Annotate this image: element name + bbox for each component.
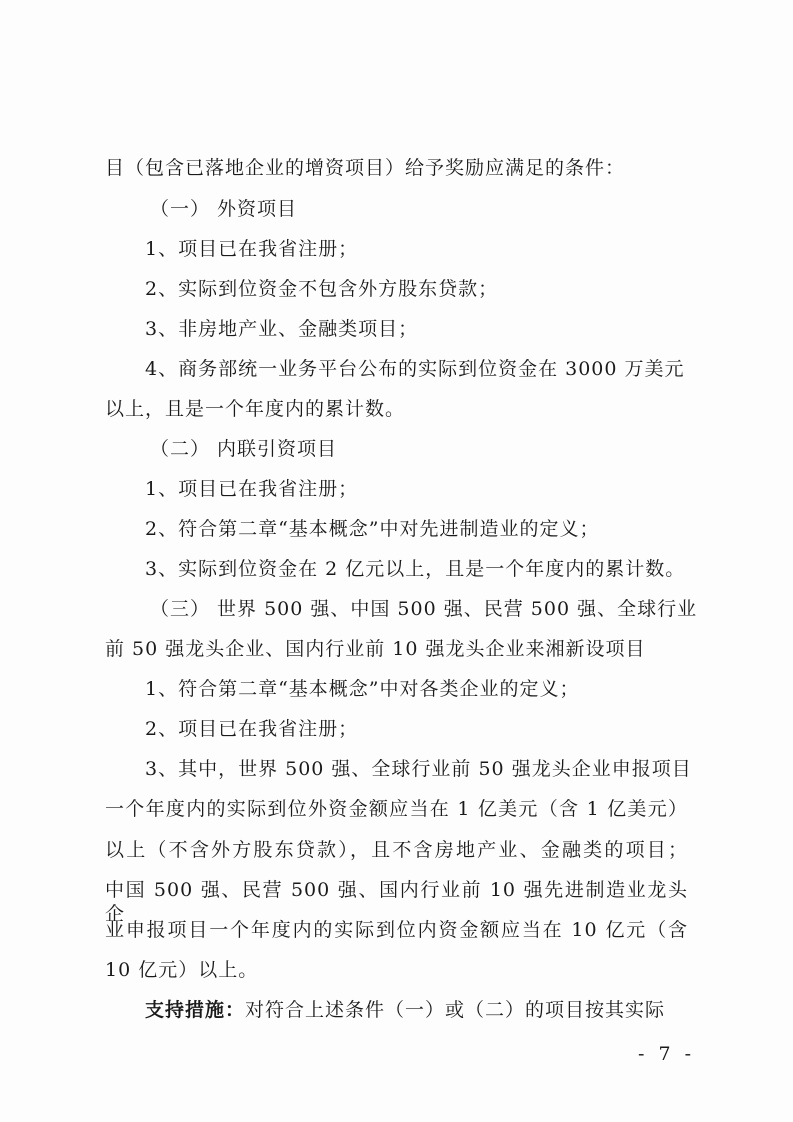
condition-item: 1、符合第二章“基本概念”中对各类企业的定义； [145, 678, 580, 700]
condition-item: 4、商务部统一业务平台公布的实际到位资金在 3000 万美元 [145, 358, 685, 380]
condition-item: 2、实际到位资金不包含外方股东贷款； [145, 278, 499, 300]
condition-item: 1、项目已在我省注册； [145, 478, 359, 500]
paragraph-line: 业申报项目一个年度内的实际到位内资金额应当在 10 亿元（含 [105, 919, 688, 941]
section-heading-top-enterprises: （三） 世界 500 强、中国 500 强、民营 500 强、全球行业 [150, 598, 698, 620]
condition-item: 3、实际到位资金在 2 亿元以上，且是一个年度内的累计数。 [145, 558, 686, 580]
condition-item: 3、非房地产业、金融类项目； [145, 318, 419, 340]
section-heading-domestic-investment: （二） 内联引资项目 [150, 438, 338, 460]
support-measures-line [0, 998, 793, 1022]
paragraph-line: 一个年度内的实际到位外资金额应当在 1 亿美元（含 1 亿美元） [105, 798, 688, 820]
paragraph-line: 前 50 强龙头企业、国内行业前 10 强龙头企业来湘新设项目 [105, 638, 646, 660]
condition-item: 2、项目已在我省注册； [145, 718, 359, 740]
page-number: - 7 - [638, 1043, 696, 1065]
support-measures-text: 对符合上述条件（一）或（二）的项目按其实际 [245, 999, 666, 1021]
condition-item: 2、符合第二章“基本概念”中对先进制造业的定义； [145, 518, 600, 540]
paragraph-line: 10 亿元）以上。 [105, 959, 259, 981]
condition-item: 3、其中，世界 500 强、全球行业前 50 强龙头企业申报项目 [145, 758, 692, 780]
paragraph-line: 以上（不含外方股东贷款），且不含房地产业、金融类的项目； [105, 839, 688, 861]
section-heading-foreign-investment: （一） 外资项目 [150, 198, 298, 220]
support-measures-label: 支持措施： [145, 999, 246, 1021]
condition-item: 1、项目已在我省注册； [145, 238, 359, 260]
paragraph-line: 目（包含已落地企业的增资项目）给予奖励应满足的条件： [105, 157, 626, 179]
paragraph-line: 以上，且是一个年度内的累计数。 [105, 398, 406, 420]
paragraph-line: 中国 500 强、民营 500 强、国内行业前 10 强先进制造业龙头企 [105, 879, 688, 925]
